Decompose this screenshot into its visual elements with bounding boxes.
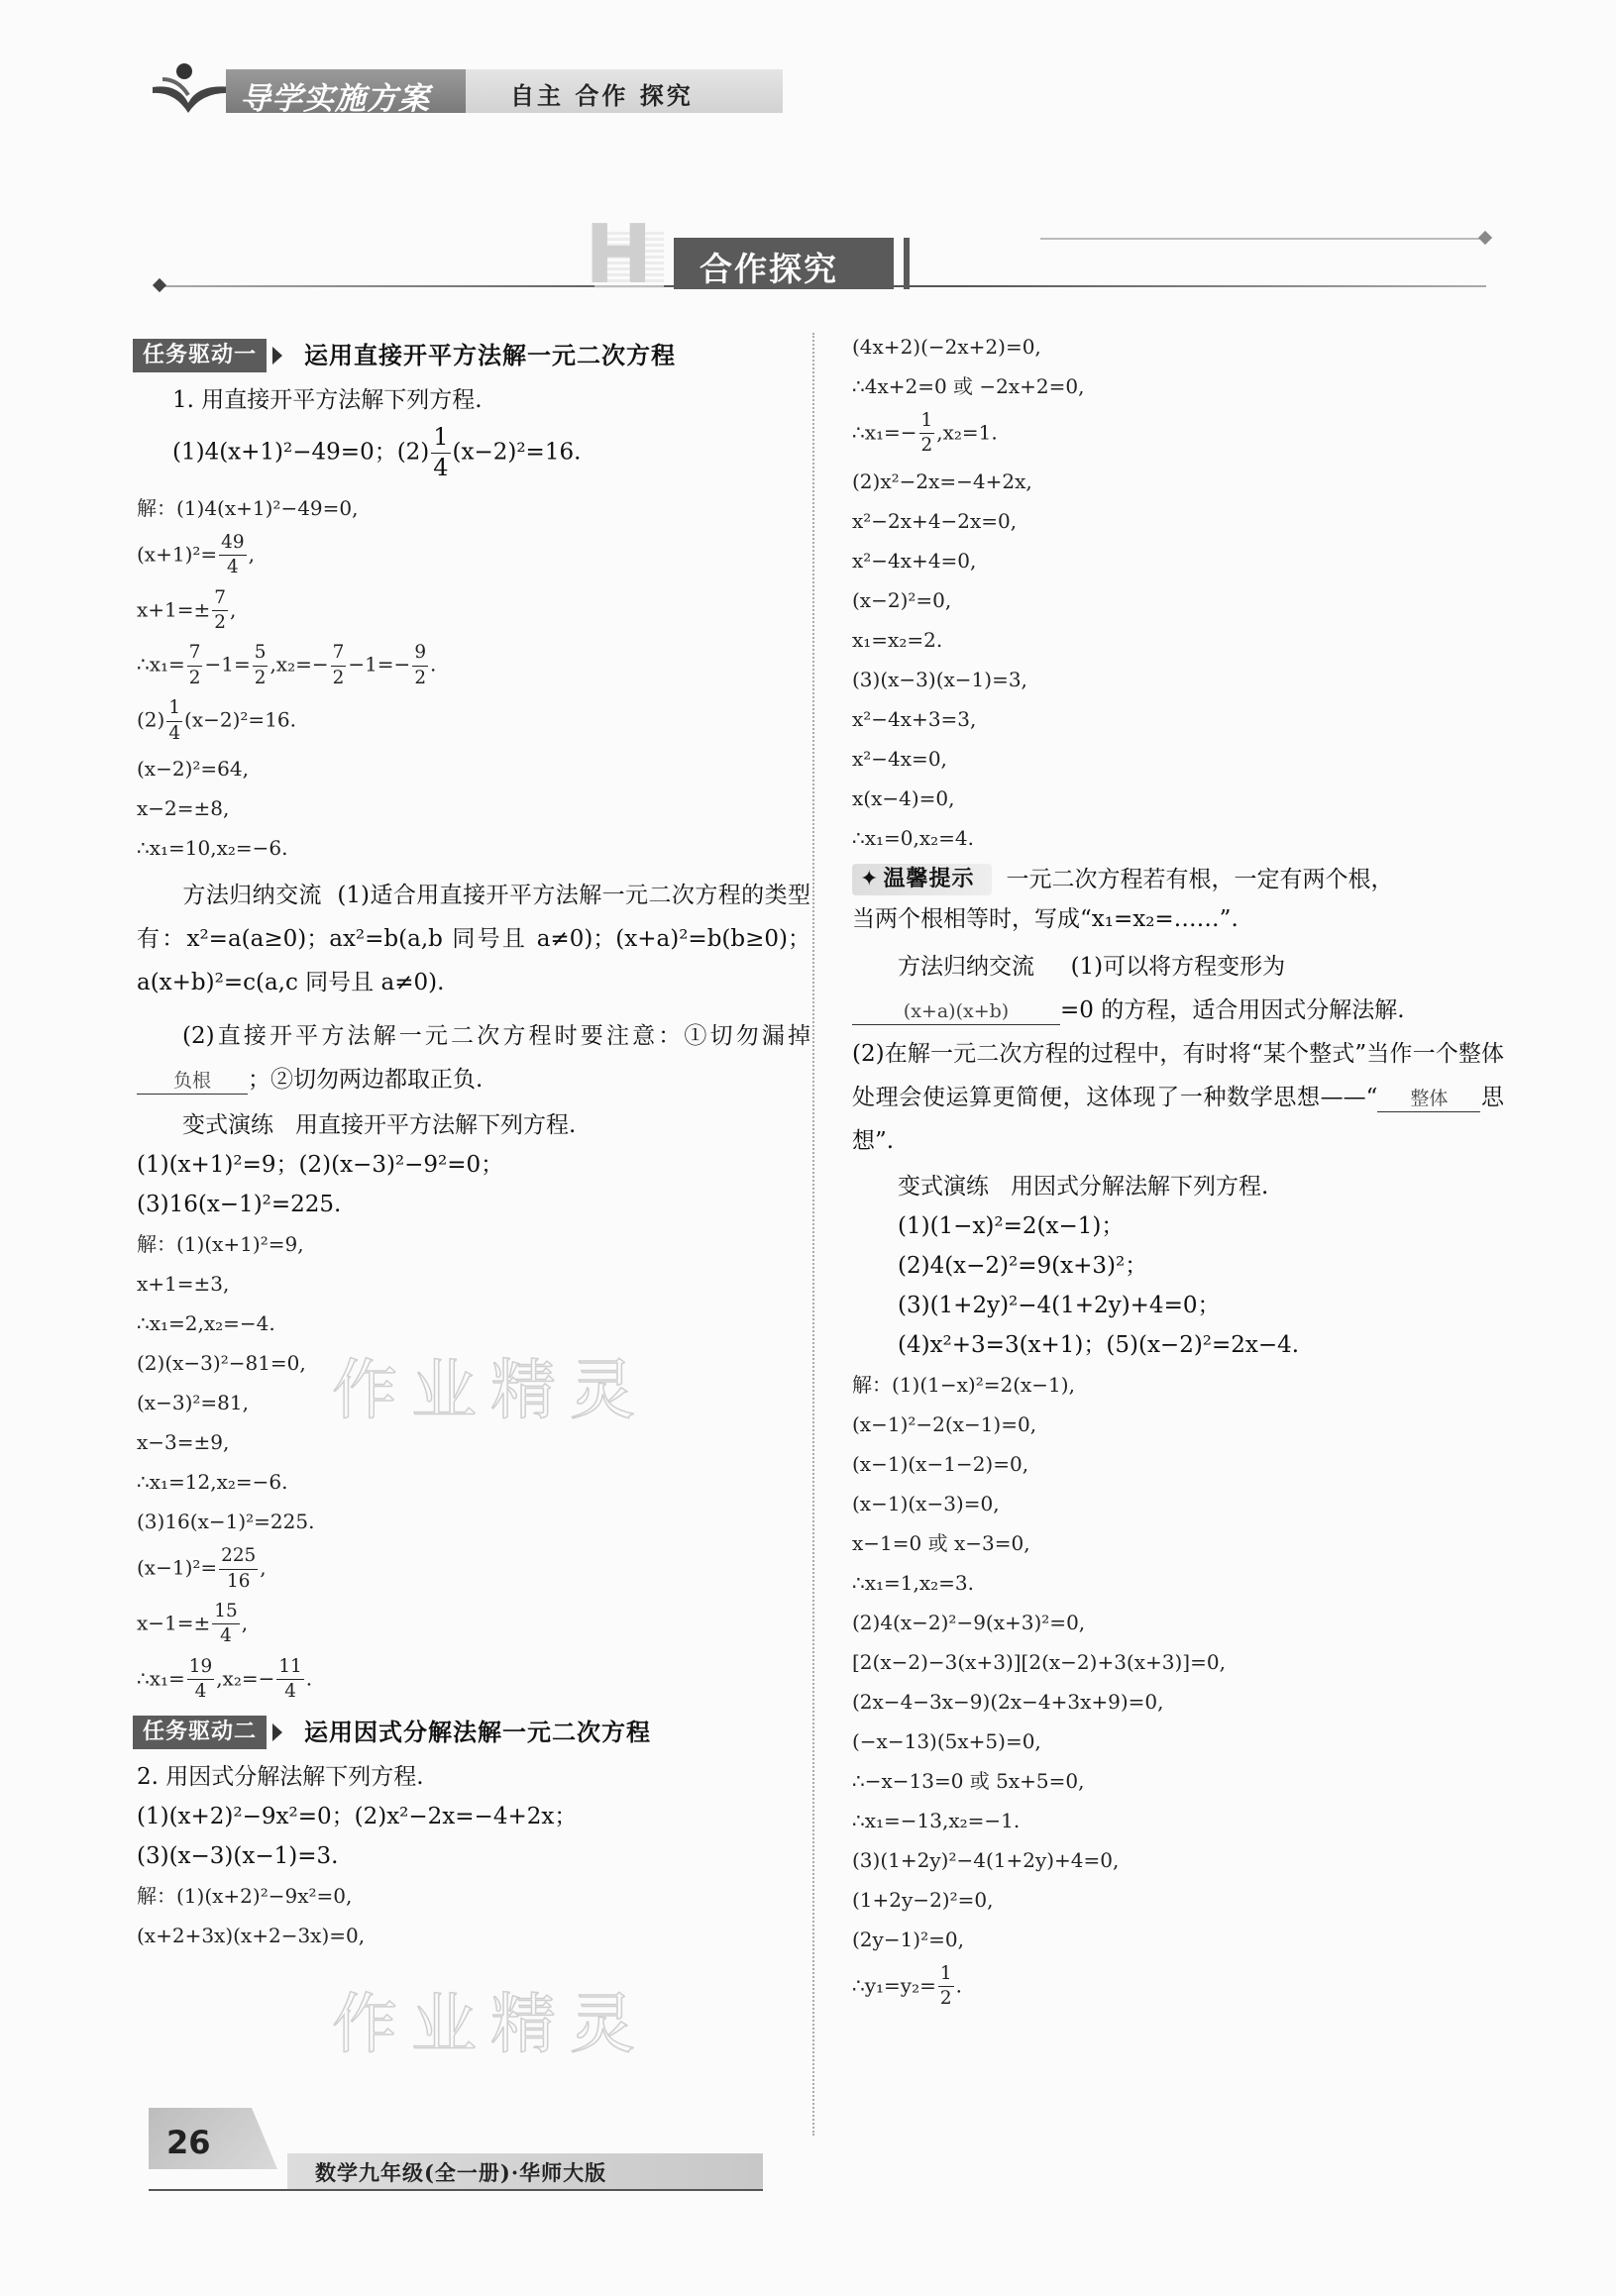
footer-rule	[149, 2189, 763, 2191]
variant-equation: (4)x²+3=3(x+1)；(5)(x−2)²=2x−4.	[898, 1331, 1300, 1358]
fraction: $\frac{9}{2}$	[414, 642, 427, 688]
solution-line: x(x−4)=0,	[852, 785, 955, 810]
reading-person-logo-icon	[149, 57, 238, 123]
solution-line: (x−1)²= $\frac{225}{16}$ ,	[137, 1545, 267, 1592]
task-tag: 任务驱动一	[133, 339, 267, 372]
solution-line: ∴x₁=12,x₂=−6.	[137, 1470, 288, 1495]
solution-line: (x+1)²= $\frac{49}{4}$ ,	[137, 531, 255, 578]
sparkle-icon: ✦	[860, 866, 880, 891]
solution-line: (1+2y−2)²=0,	[852, 1887, 994, 1912]
fraction: $\frac{1}{2}$	[939, 1962, 952, 2010]
variant-equation: (1)(1−x)²=2(x−1)；	[898, 1212, 1125, 1239]
solution-line: ∴x₁= $\frac{7}{2}$ −1= $\frac{5}{2}$ ,x₂=− $\frac{7}{2}$ −1=− $\frac{9}{2}$ .	[137, 642, 437, 688]
left-column	[137, 333, 810, 1961]
arrow-right-icon	[272, 347, 282, 365]
problem-statement: 2. 用因式分解法解下列方程.	[137, 1763, 424, 1790]
solution-line: (3)(x−3)(x−1)=3,	[852, 667, 1027, 691]
section-letter-h-icon: H	[585, 208, 653, 302]
fraction: $\frac{1}{4}$	[433, 423, 449, 481]
page-number: 26	[166, 2124, 211, 2161]
solution-line: x²−4x+3=3,	[852, 706, 977, 731]
solution-line: (x−2)²=64,	[137, 757, 249, 782]
variant-equation: (3)(1+2y)²−4(1+2y)+4=0；	[898, 1292, 1221, 1318]
method-summary: 方法归纳交流 (1)可以将方程变形为 (x+a)(x+b) =0 的方程，适合用因式分解法解. (2)在解一元二次方程的过程中，有时将“某个整式”当作一个整体处理会使运算更简便，这体现了一种数学思想——“ 整体 思想”.	[852, 953, 1505, 1154]
method-title: 方法归纳交流	[182, 883, 322, 909]
section-title-bar	[904, 238, 910, 289]
book-title: 数学九年级(全一册)·华师大版	[315, 2160, 607, 2185]
answer-blank: 负根	[137, 1068, 248, 1095]
solution-line: (2)x²−2x=−4+2x,	[852, 469, 1032, 493]
task-tag: 任务驱动二	[133, 1716, 267, 1749]
section-title-box	[674, 238, 894, 289]
fraction: $\frac{5}{2}$	[254, 642, 267, 688]
tip-text: 一元二次方程若有根，一定有两个根，	[1006, 866, 1394, 892]
section-title: 合作探究	[700, 250, 838, 288]
fraction: $\frac{1}{4}$	[168, 697, 181, 744]
header-title: 导学实施方案	[240, 81, 430, 117]
tip-label-box	[852, 864, 992, 895]
solution-line: (2)4(x−2)²−9(x+3)²=0,	[852, 1610, 1086, 1634]
solution-line: ∴y₁=y₂= $\frac{1}{2}$ .	[852, 1962, 962, 2010]
solution-line: ∴x₁=− $\frac{1}{2}$ ,x₂=1.	[852, 410, 998, 457]
eq-text: (1)4(x+1)²−49=0；(2)	[172, 439, 430, 466]
solution-line: 解：(1)(1−x)²=2(x−1),	[852, 1372, 1075, 1397]
solution-line: ∴x₁=2,x₂=−4.	[137, 1311, 275, 1336]
solution-line: x−3=±9,	[137, 1430, 230, 1455]
variant-equation: (1)(x+1)²=9；(2)(x−3)²−9²=0；	[137, 1152, 504, 1179]
fraction: $\frac{49}{4}$	[221, 531, 245, 578]
column-divider	[812, 333, 814, 2136]
fraction: $\frac{7}{2}$	[214, 586, 226, 634]
solution-line: ∴x₁= $\frac{19}{4}$ ,x₂=− $\frac{11}{4}$ .	[137, 1655, 313, 1703]
tip-box	[852, 864, 1504, 895]
solution-line: x−1=± $\frac{15}{4}$ ,	[137, 1600, 249, 1647]
solution-line: x²−4x=0,	[852, 746, 947, 771]
answer-blank: 整体	[1377, 1086, 1480, 1112]
task-title: 运用因式分解法解一元二次方程	[304, 1718, 652, 1746]
task-heading-1	[133, 339, 810, 372]
page-footer	[0, 2108, 1616, 2197]
fraction: $\frac{19}{4}$	[188, 1655, 213, 1703]
solution-line: x₁=x₂=2.	[852, 627, 943, 652]
problem-statement: 1. 用直接开平方法解下列方程.	[172, 387, 483, 413]
header-subtitle: 自主 合作 探究	[510, 81, 694, 110]
solution-line: x+1=±3,	[137, 1272, 230, 1297]
solution-line: ∴x₁=10,x₂=−6.	[137, 836, 288, 861]
solution-line: ∴−x−13=0 或 5x+5=0,	[852, 1768, 1085, 1793]
eq-text: (x−2)²=16.	[452, 439, 582, 466]
diamond-left-icon	[153, 278, 166, 292]
fraction: $\frac{7}{2}$	[188, 642, 201, 688]
variant-heading: 变式演练 用因式分解法解下列方程.	[898, 1173, 1269, 1200]
solution-line: (x−1)²−2(x−1)=0,	[852, 1411, 1037, 1436]
variant-equation: (2)4(x−2)²=9(x+3)²；	[898, 1252, 1148, 1279]
tip-label: 温馨提示	[883, 866, 975, 891]
solution-line: x−2=±8,	[137, 796, 230, 821]
fraction: $\frac{225}{16}$	[221, 1545, 257, 1592]
section-rule-top	[1040, 238, 1486, 240]
watermark: 作业精灵	[332, 1352, 649, 1428]
solution-line: (3)16(x−1)²=225.	[137, 1510, 315, 1534]
problem-equation: (3)(x−3)(x−1)=3.	[137, 1842, 339, 1869]
solution-line: ∴x₁=0,x₂=4.	[852, 825, 974, 850]
method-title: 方法归纳交流	[898, 953, 1034, 980]
fraction: $\frac{11}{4}$	[278, 1655, 302, 1703]
variant-equation: (3)16(x−1)²=225.	[137, 1192, 342, 1218]
solution-line: (−x−13)(5x+5)=0,	[852, 1728, 1041, 1753]
solution-line: (x−1)(x−3)=0,	[852, 1491, 1000, 1515]
task-heading-2	[133, 1716, 810, 1749]
solution-line: [2(x−2)−3(x+3)][2(x−2)+3(x+3)]=0,	[852, 1649, 1226, 1674]
solution-line: ∴x₁=1,x₂=3.	[852, 1570, 974, 1595]
diamond-right-icon	[1478, 231, 1492, 245]
right-column	[852, 333, 1504, 2021]
solution-line: ∴4x+2=0 或 −2x+2=0,	[852, 374, 1085, 398]
solution-line: (2y−1)²=0,	[852, 1927, 964, 1951]
problem-equation: (1)(x+2)²−9x²=0；(2)x²−2x=−4+2x；	[137, 1803, 578, 1829]
arrow-right-icon	[272, 1723, 282, 1741]
solution-line: x+1=± $\frac{7}{2}$ ,	[137, 586, 237, 634]
task-title: 运用直接开平方法解一元二次方程	[304, 342, 677, 369]
fraction: $\frac{7}{2}$	[332, 642, 345, 688]
section-heading	[159, 208, 1486, 302]
solution-line: (2) $\frac{1}{4}$ (x−2)²=16.	[137, 697, 296, 744]
solution-line: (x−3)²=81,	[137, 1391, 249, 1415]
fraction: $\frac{1}{2}$	[920, 410, 933, 457]
method-summary	[137, 874, 810, 1004]
solution-line: (x+2+3x)(x+2−3x)=0,	[137, 1923, 366, 1947]
page-header	[149, 57, 783, 123]
solution-line: x²−4x+4=0,	[852, 548, 977, 573]
method-text: (1)适合用直接开平方法解一元二次方程的类型有：x²=a(a≥0)；ax²=b(a,b 同号且 a≠0)；(x+a)²=b(b≥0)；a(x+b)²=c(a,c 同号且 a≠0).	[137, 883, 810, 996]
solution-line: 解：(1)4(x+1)²−49=0,	[137, 495, 359, 520]
solution-line: (3)(1+2y)²−4(1+2y)+4=0,	[852, 1847, 1120, 1872]
solution-line: (4x+2)(−2x+2)=0,	[852, 335, 1041, 359]
solution-line: ∴x₁=−13,x₂=−1.	[852, 1808, 1021, 1832]
solution-line: (2x−4−3x−9)(2x−4+3x+9)=0,	[852, 1689, 1164, 1714]
solution-line: 解：(1)(x+1)²=9,	[137, 1232, 304, 1257]
solution-line: 解：(1)(x+2)²−9x²=0,	[137, 1883, 353, 1908]
solution-line: (x−2)²=0,	[852, 587, 952, 612]
solution-line: (x−1)(x−1−2)=0,	[852, 1451, 1029, 1476]
watermark: 作业精灵	[332, 1986, 649, 2062]
tip-text-2: 当两个根相等时，写成“x₁=x₂=……”.	[852, 905, 1239, 932]
problem-equations	[137, 423, 810, 481]
fraction: $\frac{15}{4}$	[214, 1600, 238, 1647]
variant-heading: 变式演练 用直接开平方法解下列方程.	[182, 1112, 577, 1139]
method-summary-2: (2)直接开平方法解一元二次方程时要注意：①切勿漏掉负根 ；②切勿两边都取正负.	[137, 1014, 810, 1101]
answer-blank: (x+a)(x+b)	[852, 998, 1060, 1025]
solution-line: x²−2x+4−2x=0,	[852, 508, 1018, 533]
solution-line: x−1=0 或 x−3=0,	[852, 1530, 1030, 1555]
solution-line: (2)(x−3)²−81=0,	[137, 1351, 306, 1376]
